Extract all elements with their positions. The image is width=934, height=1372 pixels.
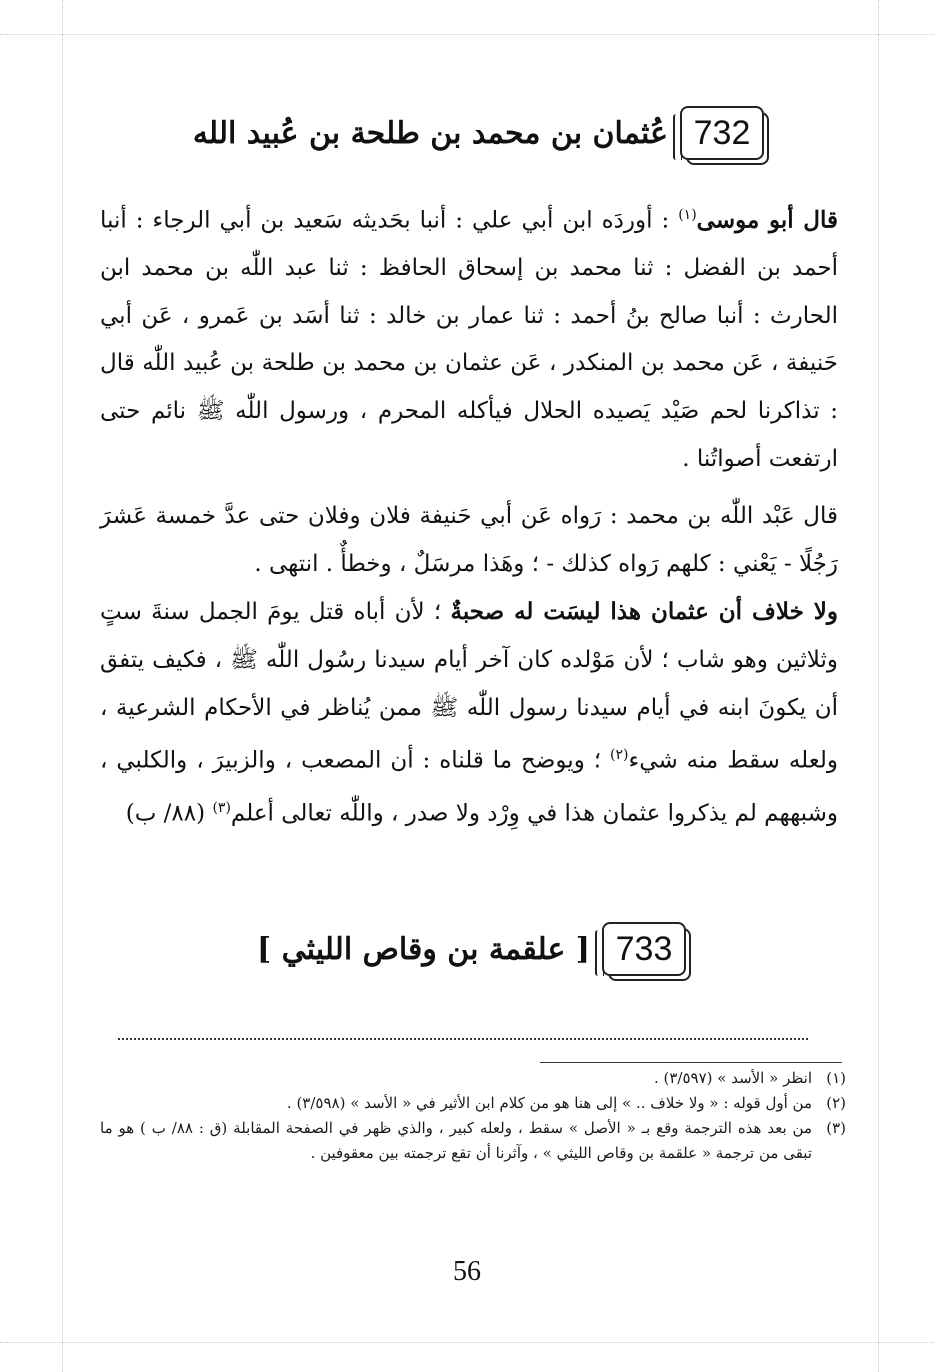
footnote-number: (٣)	[826, 1119, 846, 1137]
paragraph	[100, 588, 838, 838]
scan-guide-line	[0, 34, 934, 35]
footnote	[100, 1116, 846, 1166]
paragraph-lead: ولا خلاف أن عثمان هذا ليسَت له صحبةٌ	[450, 598, 838, 626]
entry-title: [ علقمة بن وقاص الليثي ]	[257, 931, 590, 967]
entry-number-box	[680, 106, 764, 160]
scan-guide-line	[0, 1342, 934, 1343]
paragraph	[100, 493, 838, 588]
paragraph-text: ؛ لأن أباه قتل يومَ الجمل سنةَ ستٍ وثلاثين وهو شاب ؛ لأن مَوْلده كان آخر أيام سيدنا رسُول اللّٰه ﷺ ، فكيف يتفق أن يكونَ ابنه في أيام سيدنا رسول اللّٰه ﷺ ممن يُناظر في الأحكام الشرعية ، ولعله سقط منه شيء	[100, 599, 838, 774]
footnote-ref: (٣)	[212, 800, 231, 817]
entry-heading	[257, 922, 686, 976]
paragraph-lead: قال أبو موسى	[696, 206, 839, 234]
footnote	[100, 1066, 846, 1091]
paragraph	[100, 192, 838, 483]
footnote-text: من بعد هذه الترجمة وقع بـ « الأصل » سقط ، ولعله كبير ، والذي ظهر في الصفحة المقابلة (ق : ٨٨/ ب ) هو ما تبقى من ترجمة « علقمة بن وقاص الليثي » ، وآثرنا أن تقع ترجمته بين معقوفين .	[100, 1119, 812, 1162]
entry-heading	[193, 106, 764, 160]
entry-title: عُثمان بن محمد بن طلحة بن عُبيد الله	[192, 115, 668, 151]
footnote-number: (٢)	[826, 1094, 846, 1112]
paragraph-text: : أوردَه ابن أبي علي : أنبا بحَديثه سَعيد بن أبي الرجاء : أنبا أحمد بن الفضل : ثنا محمد بن إسحاق الحافظ : ثنا عبد اللّٰه بن محمد ابن الحارث : أنبا صالح بنُ أحمد : ثنا عمار بن خالد : ثنا أسَد بن عَمرو ، عَن أبي حَنيفة ، عَن محمد بن المنكدر ، عَن عثمان بن محمد بن طلحة بن عُبيد اللّٰه قال : تذاكرنا لحم صَيْد يَصيده الحلال فيأكله المحرم ، ورسول اللّٰه ﷺ نائم حتى ارتفعت أصواتُنا .	[100, 207, 838, 472]
entry-number: 733	[615, 929, 673, 968]
entry-number: 732	[693, 113, 751, 152]
footnote-ref: (٢)	[609, 747, 629, 764]
footnotes	[100, 1066, 846, 1166]
page-number: 56	[453, 1256, 481, 1287]
footnote-rule	[540, 1062, 842, 1063]
entry-number-box	[602, 922, 686, 976]
footnote-number: (١)	[826, 1069, 846, 1087]
footnote-text: من أول قوله : « ولا خلاف .. » إلى هنا هو من كلام ابن الأثير في « الأسد » (٣/٥٩٨) .	[286, 1094, 812, 1112]
scan-guide-line	[878, 0, 879, 1372]
footnote	[100, 1091, 846, 1116]
folio-marker: (٨٨/ ب)	[125, 801, 206, 828]
footnote-ref: (١)	[678, 207, 697, 223]
section-separator	[118, 1038, 808, 1040]
entry-body	[100, 192, 838, 839]
footnote-text: انظر « الأسد » (٣/٥٩٧) .	[653, 1069, 812, 1087]
paragraph-text: ؛ ويوضح ما قلناه : أن المصعب ، والزبيرَ ، والكلبي ، وشبههم لم يذكروا عثمان هذا في وِرْد ولا صدر ، واللّٰه تعالى أعلم	[100, 747, 838, 828]
paragraph-text: قال عَبْد اللّٰه بن محمد : رَواه عَن أبي حَنيفة فلان وفلان حتى عدَّ خمسة عَشرَ رَجُلًا - يَعْني : كلهم رَواه كذلك - ؛ وهَذا مرسَلٌ ، وخطأٌ . انتهى .	[100, 503, 838, 577]
scan-guide-line	[62, 0, 63, 1372]
